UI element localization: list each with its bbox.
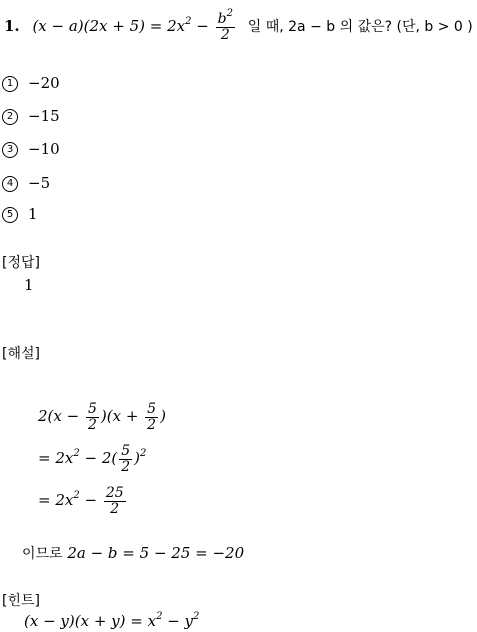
explanation-line-2 (38, 444, 146, 474)
fraction-denominator: 2 (104, 501, 126, 517)
choice-3[interactable] (2, 140, 60, 158)
choice-1[interactable] (2, 74, 60, 92)
hint-formula (24, 612, 199, 630)
line3-pre: = 2x (38, 491, 74, 510)
equation-exponent: 2 (185, 16, 192, 28)
line2-post: ) (134, 449, 140, 468)
line1-mid: )(x + (100, 407, 144, 426)
hint-exponent-1: 2 (156, 611, 163, 622)
hint-pre: (x − y)(x + y) = x (24, 612, 157, 630)
fraction-numerator: 25 (105, 485, 124, 501)
question-text: 일 때, 2a − b 의 값은? (단, b > 0 ) (247, 19, 473, 36)
fraction-25-over-2 (104, 486, 126, 516)
fraction-denominator: 2 (216, 27, 235, 43)
fraction-numerator: 5 (121, 443, 131, 459)
fraction-5-over-2 (119, 444, 132, 474)
line1-post: ) (160, 407, 166, 426)
explanation-heading: [해설] (2, 346, 40, 362)
fraction-b2-over-2 (216, 8, 235, 43)
choice-marker: 3 (2, 142, 18, 158)
line1-pre: 2(x − (38, 407, 84, 426)
fraction-numerator: 5 (147, 401, 157, 417)
line3-exponent: 2 (73, 490, 80, 502)
question-equation (32, 8, 241, 43)
choice-value: −20 (28, 74, 60, 92)
equation-lhs: (x − a)(2x + 5) = 2x (32, 17, 186, 36)
choice-value: −5 (28, 174, 51, 192)
line2-post-exponent: 2 (140, 448, 147, 460)
question (4, 8, 473, 52)
fraction-5-over-2 (145, 402, 158, 432)
line2-exponent: 2 (73, 448, 80, 460)
choice-marker: 5 (2, 207, 18, 223)
line3-mid: − (79, 491, 102, 510)
answer-value: 1 (24, 276, 34, 294)
question-number: 1. (4, 17, 20, 36)
hint-exponent-2: 2 (193, 611, 200, 622)
line2-mid: − 2( (79, 449, 118, 468)
fraction-denominator: 2 (87, 416, 97, 433)
explanation-line-3 (38, 486, 128, 516)
fraction-numerator: 5 (87, 401, 97, 417)
conclusion-text: 이므로 (22, 546, 63, 562)
conclusion-equation: 2a − b = 5 − 25 = −20 (62, 544, 245, 562)
explanation-conclusion (22, 543, 244, 563)
explanation-line-1 (38, 402, 166, 432)
choice-2[interactable] (2, 107, 60, 125)
choice-marker: 1 (2, 76, 18, 92)
fraction-numerator-exponent: 2 (226, 8, 233, 19)
equation-minus: − (191, 17, 214, 36)
choice-5[interactable] (2, 205, 38, 223)
answer-heading: [정답] (2, 255, 40, 271)
fraction-5-over-2 (86, 402, 99, 432)
fraction-denominator: 2 (121, 458, 131, 475)
choice-marker: 4 (2, 176, 18, 192)
choice-value: −15 (28, 107, 60, 125)
choice-4[interactable] (2, 174, 50, 192)
choice-value: 1 (28, 205, 38, 223)
fraction-denominator: 2 (147, 416, 157, 433)
choice-marker: 2 (2, 109, 18, 125)
fraction-numerator: b (217, 11, 227, 27)
line2-pre: = 2x (38, 449, 74, 468)
hint-mid: − y (162, 612, 194, 630)
hint-heading: [힌트] (2, 593, 40, 609)
choice-value: −10 (28, 140, 60, 158)
